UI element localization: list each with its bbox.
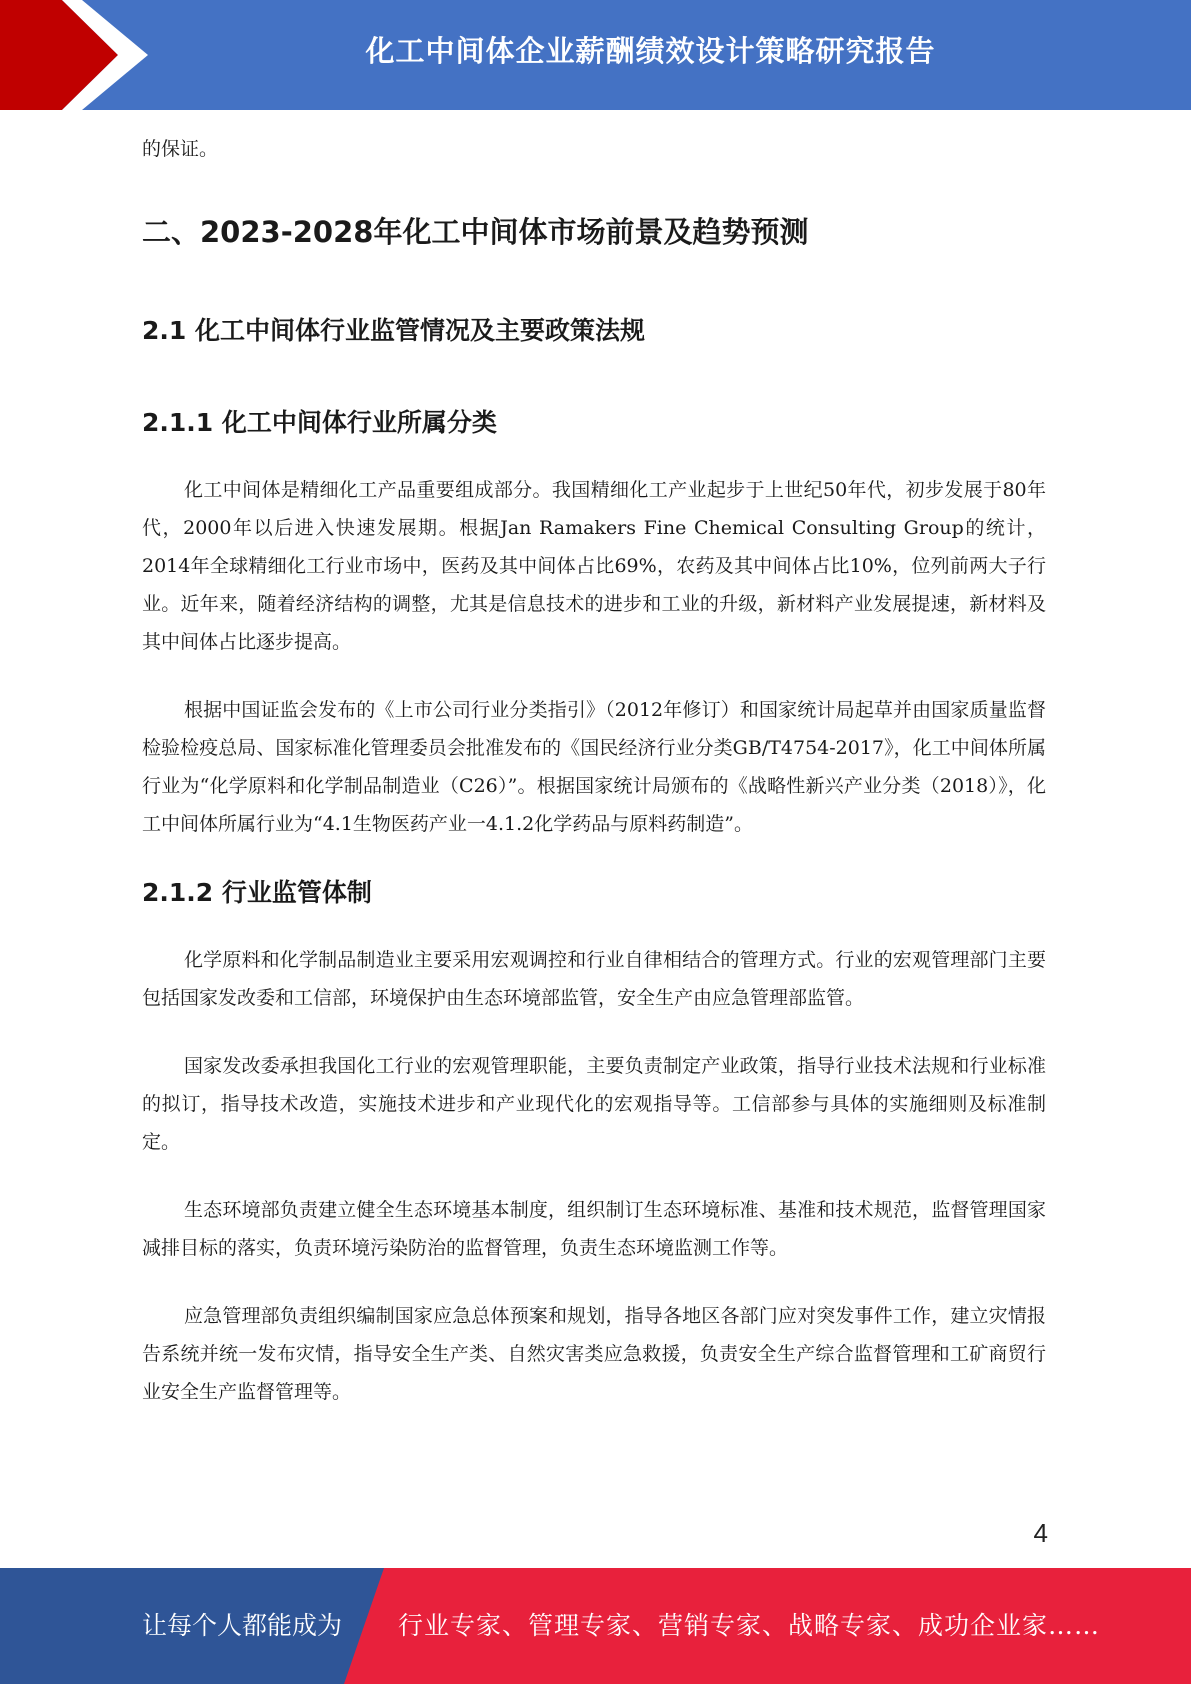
- footer-slogan-right: 行业专家、管理专家、营销专家、战略专家、成功企业家……: [398, 1611, 1101, 1640]
- paragraph: 化工中间体是精细化工产品重要组成部分。我国精细化工产业起步于上世纪50年代，初步发展于80年代，2000年以后进入快速发展期。根据Jan Ramakers Fine Chemical Consulting Group的统计，2014年全球精细化工行业市场中，医药及其中间体占比69%，农药及其中间体占比10%，位列前两大子行业。近年来，随着经济结构的调整，尤其是信息技术的进步和工业的升级，新材料产业发展提速，新材料及其中间体占比逐步提高。: [142, 479, 1046, 653]
- paragraph: 国家发改委承担我国化工行业的宏观管理职能，主要负责制定产业政策，指导行业技术法规和行业标准的拟订，指导技术改造，实施技术进步和产业现代化的宏观指导等。工信部参与具体的实施细则及标准制定。: [142, 1055, 1046, 1153]
- paragraph: 应急管理部负责组织编制国家应急总体预案和规划，指导各地区各部门应对突发事件工作，建立灾情报告系统并统一发布灾情，指导安全生产类、自然灾害类应急救援，负责安全生产综合监督管理和工矿商贸行业安全生产监督管理等。: [142, 1305, 1046, 1403]
- footer-slogan-left: 让每个人都能成为: [142, 1611, 343, 1640]
- paragraph: 生态环境部负责建立健全生态环境基本制度，组织制订生态环境标准、基准和技术规范，监督管理国家减排目标的落实，负责环境污染防治的监督管理，负责生态环境监测工作等。: [142, 1199, 1046, 1259]
- footer-banner: [0, 1568, 1191, 1684]
- subsection-title: 2.1 化工中间体行业监管情况及主要政策法规: [142, 316, 645, 345]
- header-title: 化工中间体企业薪酬绩效设计策略研究报告: [365, 34, 936, 68]
- header-banner: [0, 0, 1191, 110]
- paragraph: 化学原料和化学制品制造业主要采用宏观调控和行业自律相结合的管理方式。行业的宏观管理部门主要包括国家发改委和工信部，环境保护由生态环境部监管，安全生产由应急管理部监管。: [142, 949, 1046, 1009]
- continuation-text: 的保证。: [142, 138, 219, 160]
- page-number: 4: [1033, 1518, 1048, 1548]
- document-body: [142, 130, 1046, 1411]
- paragraph: 根据中国证监会发布的《上市公司行业分类指引》（2012年修订）和国家统计局起草并由国家质量监督检验检疫总局、国家标准化管理委员会批准发布的《国民经济行业分类GB/T4754-2017》，化工中间体所属行业为“化学原料和化学制品制造业（C26）”。根据国家统计局颁布的《战略性新兴产业分类（2018）》，化工中间体所属行业为“4.1生物医药产业一4.1.2化学药品与原料药制造”。: [142, 699, 1046, 835]
- subsubsection-title-regulation: 2.1.2 行业监管体制: [142, 878, 372, 907]
- subsubsection-title-classification: 2.1.1 化工中间体行业所属分类: [142, 408, 497, 437]
- section-title: 二、2023-2028年化工中间体市场前景及趋势预测: [142, 215, 809, 249]
